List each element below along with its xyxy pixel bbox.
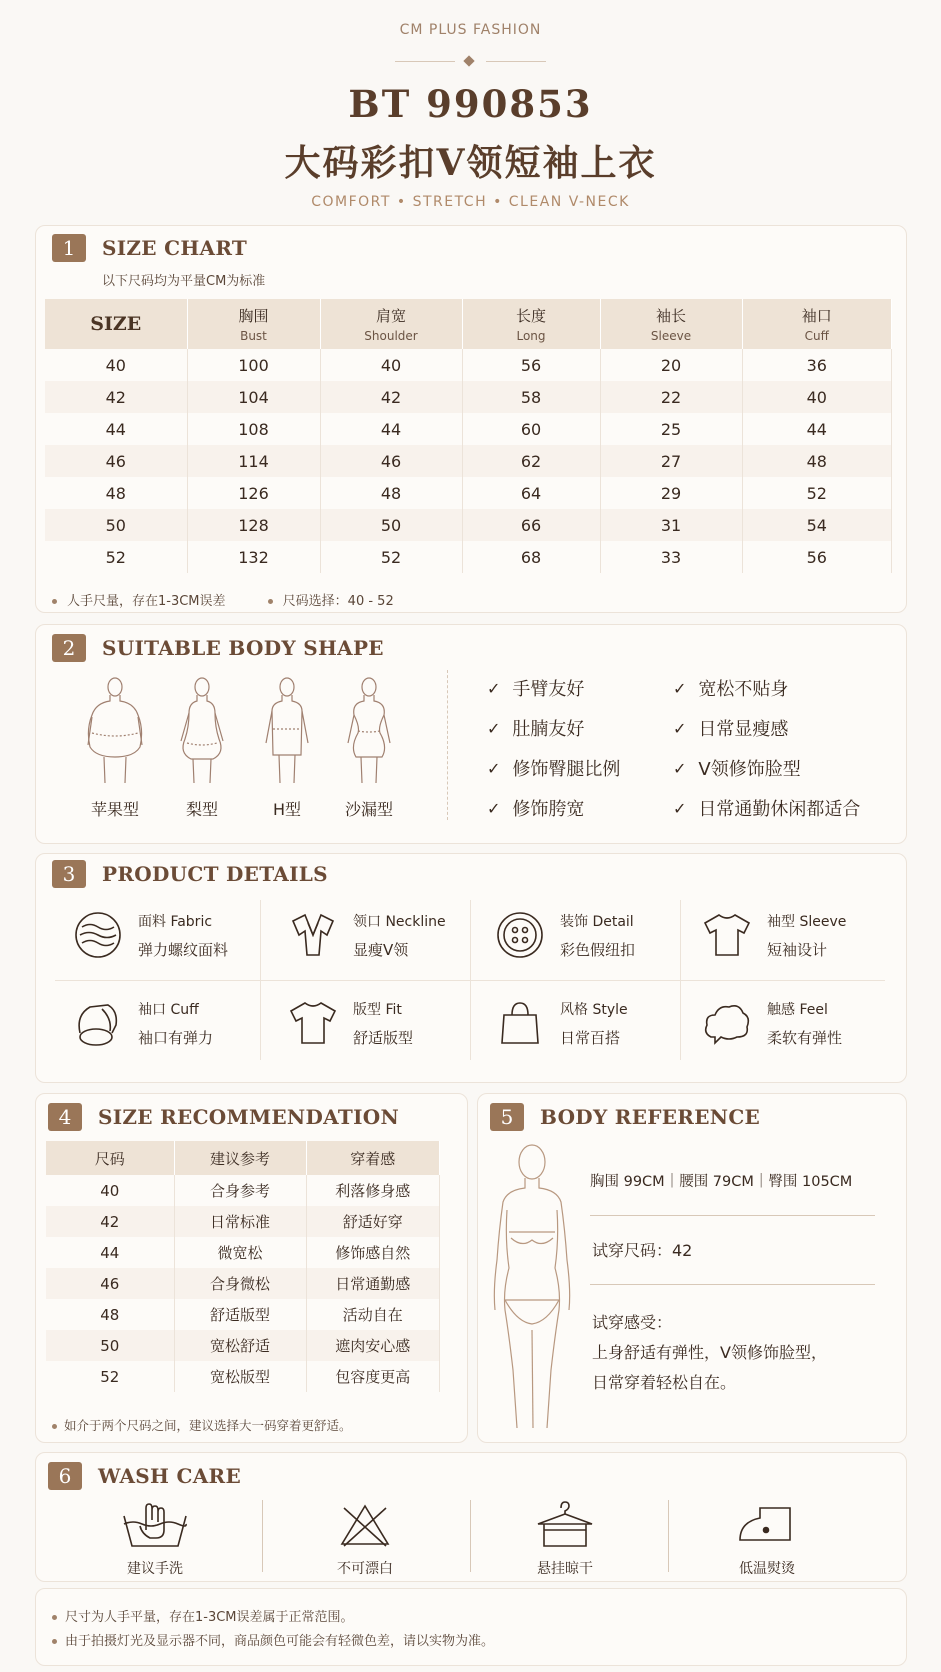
section-title: PRODUCT DETAILS xyxy=(102,862,328,886)
table-row xyxy=(45,509,892,541)
detail-fabric: 面料 Fabric 弹力螺纹面料 xyxy=(68,905,228,965)
table-cell: 60 xyxy=(462,413,600,445)
table-cell: 舒适版型 xyxy=(174,1299,306,1330)
table-cell: 52 xyxy=(742,477,892,509)
table-cell: 50 xyxy=(46,1330,174,1361)
neckline-icon xyxy=(287,909,339,961)
apple-body-icon xyxy=(80,675,150,785)
product-title: 大码彩扣V领短袖上衣 xyxy=(284,142,657,184)
table-cell: 104 xyxy=(187,381,320,413)
table-cell: 20 xyxy=(600,349,742,381)
trial-feel-text: 上身舒适有弹性，V领修饰脸型， xyxy=(592,1343,827,1362)
divider xyxy=(470,1500,471,1572)
table-cell: 31 xyxy=(600,509,742,541)
table-cell: 宽松舒适 xyxy=(174,1330,306,1361)
body-shape-header xyxy=(52,634,384,662)
recommendation-table xyxy=(46,1141,440,1392)
tshirt-icon xyxy=(287,997,339,1049)
table-cell: 128 xyxy=(187,509,320,541)
table-row xyxy=(46,1237,440,1268)
wash-item: 建议手洗 xyxy=(85,1500,225,1578)
check-icon: ✓ xyxy=(673,758,687,778)
divider xyxy=(590,1215,875,1216)
benefit-item: ✓ 宽松不贴身 xyxy=(673,678,789,700)
table-row xyxy=(46,1361,440,1392)
table-row xyxy=(45,349,892,381)
section-title: SUITABLE BODY SHAPE xyxy=(102,636,384,660)
table-row xyxy=(46,1268,440,1299)
section-number: 4 xyxy=(48,1103,82,1131)
table-cell: 56 xyxy=(742,541,892,573)
hourglass-shape-figure xyxy=(334,675,404,820)
table-row xyxy=(45,541,892,573)
divider xyxy=(590,1284,875,1285)
table-cell: 46 xyxy=(45,445,187,477)
benefit-item: ✓ 日常通勤休闲都适合 xyxy=(673,798,861,820)
table-cell: 100 xyxy=(187,349,320,381)
divider xyxy=(447,670,448,820)
shape-label: 苹果型 xyxy=(90,800,139,819)
cuff-icon xyxy=(72,997,124,1049)
section-title: WASH CARE xyxy=(98,1464,242,1488)
table-cell: 合身微松 xyxy=(174,1268,306,1299)
shape-label: H型 xyxy=(272,800,302,819)
section-number: 3 xyxy=(52,860,86,888)
table-cell: 29 xyxy=(600,477,742,509)
column-header: 长度 Long xyxy=(462,299,600,349)
table-cell: 日常标准 xyxy=(174,1206,306,1237)
body-measurements: 胸围 99CM｜腰围 79CM｜臀围 105CM xyxy=(590,1174,853,1190)
table-cell: 舒适好穿 xyxy=(306,1206,440,1237)
table-row xyxy=(46,1330,440,1361)
table-cell: 宽松版型 xyxy=(174,1361,306,1392)
footer-note: 由于拍摄灯光及显示器不同，商品颜色可能会有轻微色差，请以实物为准。 xyxy=(52,1630,494,1649)
trial-size: 试穿尺码：42 xyxy=(592,1241,693,1260)
h-shape-figure xyxy=(252,675,322,820)
table-cell: 包容度更高 xyxy=(306,1361,440,1392)
table-cell: 132 xyxy=(187,541,320,573)
table-cell: 58 xyxy=(462,381,600,413)
wash-header xyxy=(48,1462,241,1490)
table-row xyxy=(46,1175,440,1206)
hourglass-body-icon xyxy=(334,675,404,785)
table-cell: 利落修身感 xyxy=(306,1175,440,1206)
pear-body-icon xyxy=(167,675,237,785)
table-cell: 64 xyxy=(462,477,600,509)
table-cell: 68 xyxy=(462,541,600,573)
benefit-item: ✓ 手臂友好 xyxy=(487,678,585,700)
table-cell: 44 xyxy=(45,413,187,445)
table-cell: 46 xyxy=(320,445,462,477)
section-title: SIZE RECOMMENDATION xyxy=(98,1105,400,1129)
check-icon: ✓ xyxy=(673,798,687,818)
table-cell: 42 xyxy=(320,381,462,413)
button-icon xyxy=(494,909,546,961)
section-number: 5 xyxy=(490,1103,524,1131)
table-cell: 114 xyxy=(187,445,320,477)
table-cell: 25 xyxy=(600,413,742,445)
detail-feel: 触感 Feel 柔软有弹性 xyxy=(697,993,842,1053)
column-header: 袖长 Sleeve xyxy=(600,299,742,349)
bag-icon xyxy=(494,997,546,1049)
divider xyxy=(668,1500,669,1572)
table-cell: 27 xyxy=(600,445,742,477)
table-cell: 修饰感自然 xyxy=(306,1237,440,1268)
divider xyxy=(470,900,471,1060)
benefit-item: ✓ 修饰臀腿比例 xyxy=(487,758,621,780)
fabric-icon xyxy=(72,909,124,961)
size-header: SIZE xyxy=(45,299,187,349)
check-icon: ✓ xyxy=(487,718,501,738)
sleeve-icon xyxy=(701,909,753,961)
brand-name: CM PLUS FASHION xyxy=(399,22,542,38)
table-row xyxy=(46,1299,440,1330)
pear-shape-figure xyxy=(167,675,237,820)
check-icon: ✓ xyxy=(673,718,687,738)
column-header: 肩宽 Shoulder xyxy=(320,299,462,349)
table-cell: 44 xyxy=(320,413,462,445)
table-cell: 42 xyxy=(46,1206,174,1237)
table-row xyxy=(45,381,892,413)
table-cell: 44 xyxy=(46,1237,174,1268)
table-cell: 50 xyxy=(45,509,187,541)
benefit-item: ✓ V领修饰脸型 xyxy=(673,758,801,780)
size-chart-header xyxy=(52,234,247,262)
size-notes xyxy=(52,590,394,609)
table-cell: 62 xyxy=(462,445,600,477)
wash-item: 低温熨烫 xyxy=(697,1500,837,1578)
table-cell: 48 xyxy=(320,477,462,509)
benefit-item: ✓ 修饰胯宽 xyxy=(487,798,585,820)
divider xyxy=(260,900,261,1060)
trial-feel-text: 日常穿着轻松自在。 xyxy=(592,1373,737,1392)
low-iron-icon xyxy=(732,1500,802,1548)
section-title: SIZE CHART xyxy=(102,236,248,260)
table-cell: 48 xyxy=(742,445,892,477)
wash-item: 不可漂白 xyxy=(295,1500,435,1578)
body-reference-figure xyxy=(487,1140,577,1435)
table-row xyxy=(45,445,892,477)
shape-label: 梨型 xyxy=(185,800,218,819)
benefit-item: ✓ 日常显瘦感 xyxy=(673,718,789,740)
table-cell: 微宽松 xyxy=(174,1237,306,1268)
check-icon: ✓ xyxy=(673,678,687,698)
check-icon: ✓ xyxy=(487,758,501,778)
table-cell: 活动自在 xyxy=(306,1299,440,1330)
table-cell: 日常通勤感 xyxy=(306,1268,440,1299)
table-cell: 66 xyxy=(462,509,600,541)
reference-header xyxy=(490,1103,760,1131)
divider xyxy=(680,900,681,1060)
detail-button: 装饰 Detail 彩色假纽扣 xyxy=(490,905,635,965)
table-cell: 52 xyxy=(46,1361,174,1392)
hand-wash-icon xyxy=(120,1500,190,1548)
column-header: 穿着感 xyxy=(306,1141,440,1175)
note-text: 人手尺量，存在1-3CM误差 xyxy=(67,594,226,609)
column-header: 尺码 xyxy=(46,1141,174,1175)
check-icon: ✓ xyxy=(487,798,501,818)
table-cell: 36 xyxy=(742,349,892,381)
recommendation-note: 如介于两个尺码之间，建议选择大一码穿着更舒适。 xyxy=(52,1416,352,1434)
detail-style: 风格 Style 日常百搭 xyxy=(490,993,628,1053)
divider xyxy=(262,1500,263,1572)
table-cell: 56 xyxy=(462,349,600,381)
size-chart-subtitle: 以下尺码均为平量CM为标准 xyxy=(102,274,266,289)
section-number: 6 xyxy=(48,1462,82,1490)
table-row xyxy=(45,477,892,509)
h-body-icon xyxy=(252,675,322,785)
table-cell: 合身参考 xyxy=(174,1175,306,1206)
shape-label: 沙漏型 xyxy=(344,800,393,819)
table-cell: 48 xyxy=(45,477,187,509)
detail-neckline: 领口 Neckline 显瘦V领 xyxy=(283,905,446,965)
table-cell: 22 xyxy=(600,381,742,413)
note-text: 尺码选择：40 - 52 xyxy=(282,594,394,609)
table-cell: 40 xyxy=(742,381,892,413)
check-icon: ✓ xyxy=(487,678,501,698)
product-code: BT 990853 xyxy=(348,82,593,126)
detail-sleeve: 袖型 Sleeve 短袖设计 xyxy=(697,905,846,965)
column-header: 建议参考 xyxy=(174,1141,306,1175)
benefit-item: ✓ 肚腩友好 xyxy=(487,718,585,740)
apple-shape-figure xyxy=(80,675,150,820)
section-title: BODY REFERENCE xyxy=(540,1105,761,1129)
table-cell: 40 xyxy=(46,1175,174,1206)
detail-cuff: 袖口 Cuff 袖口有弹力 xyxy=(68,993,213,1053)
no-bleach-icon xyxy=(330,1500,400,1548)
detail-fit: 版型 Fit 舒适版型 xyxy=(283,993,413,1053)
column-header: 胸围 Bust xyxy=(187,299,320,349)
section-number: 2 xyxy=(52,634,86,662)
table-cell: 40 xyxy=(45,349,187,381)
details-header xyxy=(52,860,328,888)
trial-feel-label: 试穿感受： xyxy=(592,1313,673,1332)
wash-item: 悬挂晾干 xyxy=(495,1500,635,1578)
footer-panel xyxy=(35,1588,907,1666)
table-cell: 48 xyxy=(46,1299,174,1330)
header-divider xyxy=(0,56,941,66)
table-cell: 54 xyxy=(742,509,892,541)
column-header: 袖口 Cuff xyxy=(742,299,892,349)
table-cell: 126 xyxy=(187,477,320,509)
section-number: 1 xyxy=(52,234,86,262)
table-cell: 108 xyxy=(187,413,320,445)
footer-note: 尺寸为人手平量，存在1-3CM误差属于正常范围。 xyxy=(52,1606,354,1625)
table-row xyxy=(46,1206,440,1237)
table-cell: 42 xyxy=(45,381,187,413)
recommendation-header xyxy=(48,1103,399,1131)
table-cell: 50 xyxy=(320,509,462,541)
table-row xyxy=(45,413,892,445)
table-cell: 44 xyxy=(742,413,892,445)
size-table xyxy=(45,299,892,573)
table-cell: 40 xyxy=(320,349,462,381)
hang-dry-icon xyxy=(530,1500,600,1548)
tagline: COMFORT • STRETCH • CLEAN V-NECK xyxy=(311,194,630,210)
cloud-icon xyxy=(701,997,753,1049)
table-cell: 52 xyxy=(45,541,187,573)
table-cell: 46 xyxy=(46,1268,174,1299)
table-cell: 33 xyxy=(600,541,742,573)
table-cell: 52 xyxy=(320,541,462,573)
table-cell: 遮肉安心感 xyxy=(306,1330,440,1361)
